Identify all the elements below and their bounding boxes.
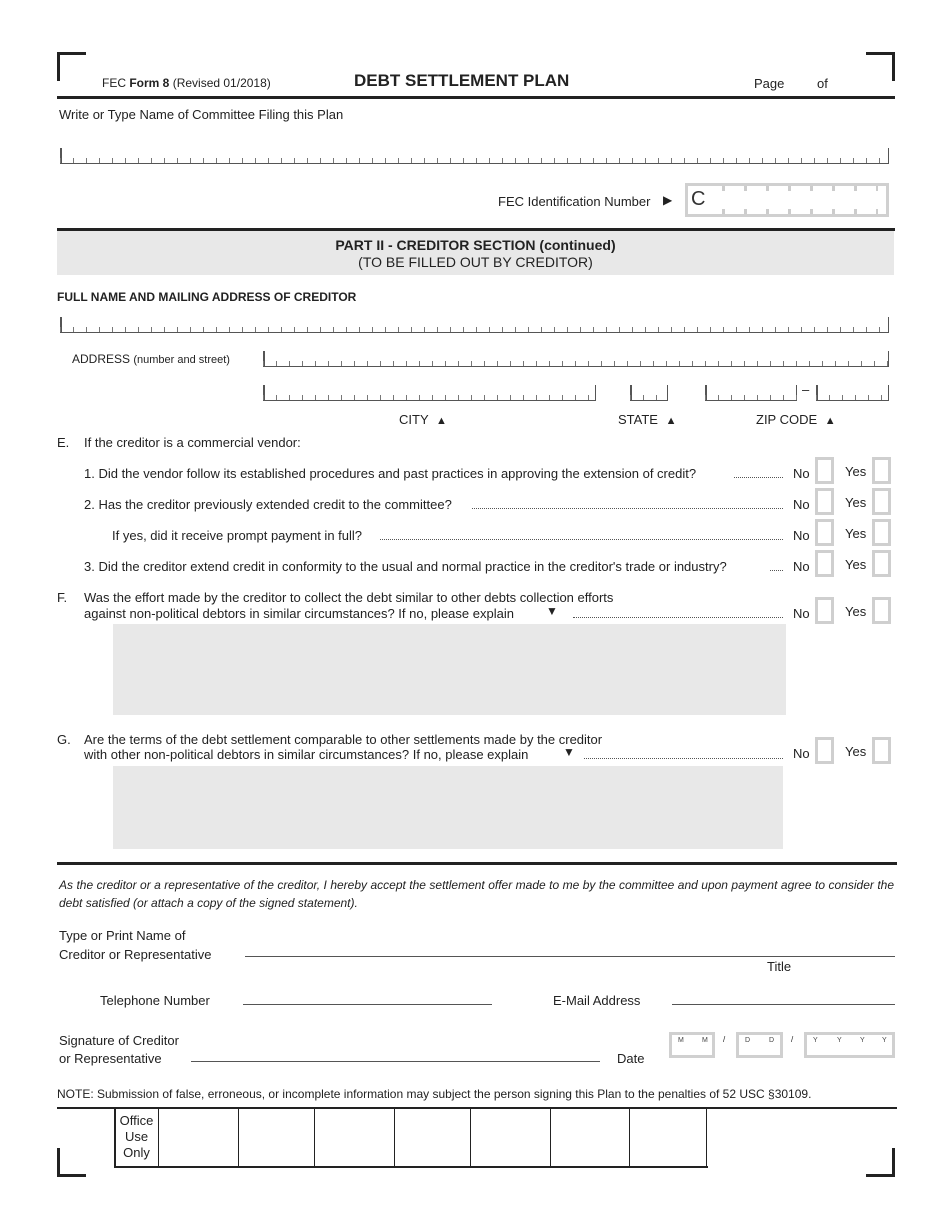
corner-mark-bottom-left: [57, 1148, 86, 1177]
office-line2: Use: [124, 1129, 149, 1144]
e3-yes-checkbox[interactable]: [872, 550, 891, 577]
office-use-cell: [238, 1108, 315, 1166]
date-label: Date: [617, 1051, 645, 1066]
penalty-note: NOTE: Submission of false, erroneous, or incomplete information may subject the person signing this Plan to the penalties of 52 USC §30109.: [57, 1087, 812, 1101]
question-g-line1: Are the terms of the debt settlement comparable to other settlements made by the creditor: [84, 732, 603, 747]
e2-no-checkbox[interactable]: [815, 488, 834, 515]
signature-label-line1: Signature of Creditor: [59, 1033, 179, 1048]
down-arrow-icon: ▼: [546, 604, 558, 618]
section-f-letter: F.: [57, 590, 68, 605]
g-explanation-textarea[interactable]: [113, 766, 783, 849]
e1-yes-label: Yes: [845, 464, 867, 479]
committee-name-label: Write or Type Name of Committee Filing this Plan: [59, 107, 344, 122]
e2-yes-checkbox[interactable]: [872, 488, 891, 515]
leader-dots: [734, 467, 783, 478]
leader-dots: [770, 560, 783, 571]
email-label: E-Mail Address: [553, 993, 641, 1008]
question-e3: 3. Did the creditor extend credit in conformity to the usual and normal practice in the creditor's trade or industry?: [84, 559, 727, 574]
month-placeholder: M: [678, 1037, 684, 1044]
question-e1: 1. Did the vendor follow its established procedures and past practices in approving the extension of credit?: [84, 466, 697, 481]
g-yes-label: Yes: [845, 744, 867, 759]
zip-input[interactable]: [705, 384, 797, 401]
question-f-line2: against non-political debtors in similar circumstances? If no, please explain: [84, 606, 514, 621]
up-arrow-icon: ▲: [665, 415, 677, 427]
state-label: STATE: [618, 412, 658, 427]
fec-id-prefix: C: [691, 188, 706, 210]
corner-mark-top-right: [866, 52, 895, 81]
signature-field[interactable]: [191, 1061, 600, 1062]
pointer-right-icon: ▶: [663, 193, 673, 207]
day-placeholder: D: [769, 1037, 775, 1044]
e2-yes-label: Yes: [845, 495, 867, 510]
up-arrow-icon: ▲: [436, 415, 447, 427]
year-placeholder: Y: [837, 1037, 842, 1044]
e2a-no-checkbox[interactable]: [815, 519, 834, 546]
e3-no-checkbox[interactable]: [815, 550, 834, 577]
fec-label: FEC: [102, 76, 126, 90]
date-month-input[interactable]: [669, 1032, 715, 1058]
fec-id-ticks: [722, 186, 878, 191]
date-year-input[interactable]: [804, 1032, 895, 1058]
phone-label: Telephone Number: [100, 993, 210, 1008]
city-label: CITY: [399, 412, 429, 427]
address-hint: (number and street): [133, 354, 230, 366]
header-rule: [57, 96, 895, 99]
address-label: [72, 352, 230, 366]
office-use-cell: [158, 1108, 239, 1166]
e3-yes-label: Yes: [845, 557, 867, 572]
creditor-name-field[interactable]: [245, 956, 895, 957]
leader-dots: [584, 748, 783, 759]
g-no-label: No: [793, 746, 810, 761]
question-f-line1: Was the effort made by the creditor to collect the debt similar to other debts collection efforts: [84, 590, 614, 605]
form-number: Form 8: [129, 76, 170, 90]
form-id: [102, 76, 271, 90]
page-label: Page: [754, 76, 785, 91]
page-title: DEBT SETTLEMENT PLAN: [354, 71, 570, 90]
section-e-intro: If the creditor is a commercial vendor:: [84, 435, 301, 450]
zip-caption: [756, 412, 836, 427]
e2a-yes-label: Yes: [845, 526, 867, 541]
address-label-text: ADDRESS: [72, 352, 131, 366]
name-label-line2: Creditor or Representative: [59, 947, 212, 962]
f-yes-checkbox[interactable]: [872, 597, 891, 624]
year-placeholder: Y: [860, 1037, 865, 1044]
of-label: of: [817, 76, 828, 91]
question-e2a: If yes, did it receive prompt payment in full?: [112, 528, 363, 543]
question-e2: 2. Has the creditor previously extended credit to the committee?: [84, 497, 452, 512]
down-arrow-icon: ▼: [563, 745, 575, 759]
email-field[interactable]: [672, 1004, 895, 1005]
leader-dots: [380, 529, 783, 540]
corner-mark-bottom-right: [866, 1148, 895, 1177]
address-input[interactable]: [263, 350, 889, 367]
fec-id-label: FEC Identification Number: [498, 194, 651, 209]
fec-id-ticks-bottom: [722, 209, 878, 214]
e2-no-label: No: [793, 497, 810, 512]
part-subtitle: (TO BE FILLED OUT BY CREDITOR): [358, 254, 593, 270]
title-label: Title: [767, 959, 792, 974]
telephone-field[interactable]: [243, 1004, 492, 1005]
creditor-heading: FULL NAME AND MAILING ADDRESS OF CREDITOR: [57, 290, 357, 304]
date-separator: /: [791, 1035, 794, 1044]
office-use-cell: [114, 1108, 159, 1166]
fec-id-input[interactable]: [685, 183, 889, 217]
city-input[interactable]: [263, 384, 596, 401]
zip-dash: –: [802, 382, 810, 397]
section-g-letter: G.: [57, 732, 71, 747]
part-title: PART II - CREDITOR SECTION (continued): [335, 237, 616, 253]
f-no-label: No: [793, 606, 810, 621]
e1-yes-checkbox[interactable]: [872, 457, 891, 484]
city-caption: [399, 412, 447, 427]
certification-rule: [57, 862, 897, 865]
certification-statement: As the creditor or a representative of the creditor, I hereby accept the settlement offer made to me by the committee and upon payment agree to consider the debt satisfied (or attach a copy of the signed statement).: [59, 878, 894, 910]
e3-no-label: No: [793, 559, 810, 574]
leader-dots: [472, 498, 783, 509]
state-input[interactable]: [630, 384, 668, 401]
corner-mark-top-left: [57, 52, 86, 81]
e2a-yes-checkbox[interactable]: [872, 519, 891, 546]
name-label-line1: Type or Print Name of: [59, 928, 186, 943]
e2a-no-label: No: [793, 528, 810, 543]
month-placeholder: M: [702, 1037, 708, 1044]
f-yes-label: Yes: [845, 604, 867, 619]
f-explanation-textarea[interactable]: [113, 624, 786, 715]
office-use-cell: [629, 1108, 707, 1166]
signature-label-line2: or Representative: [59, 1051, 162, 1066]
office-use-cell: [470, 1108, 551, 1166]
office-line3: Only: [123, 1145, 150, 1160]
e1-no-checkbox[interactable]: [815, 457, 834, 484]
year-placeholder: Y: [813, 1037, 818, 1044]
zip-label: ZIP CODE: [756, 412, 818, 427]
up-arrow-icon: ▲: [824, 415, 836, 427]
revision-date: (Revised 01/2018): [172, 76, 271, 90]
state-caption: [618, 412, 676, 427]
date-separator: /: [723, 1035, 726, 1044]
g-yes-checkbox[interactable]: [872, 737, 891, 764]
year-placeholder: Y: [882, 1037, 887, 1044]
day-placeholder: D: [745, 1037, 751, 1044]
zip-ext-input[interactable]: [816, 384, 889, 401]
creditor-name-input[interactable]: [60, 316, 889, 333]
office-use-cell: [394, 1108, 471, 1166]
e1-no-label: No: [793, 466, 810, 481]
f-no-checkbox[interactable]: [815, 597, 834, 624]
question-g-line2: with other non-political debtors in similar circumstances? If no, please explain: [84, 747, 529, 762]
committee-name-input[interactable]: [60, 147, 889, 164]
office-use-bottom-border: [114, 1166, 708, 1168]
office-use-cell: [314, 1108, 395, 1166]
leader-dots: [573, 607, 783, 618]
office-line1: Office: [119, 1113, 154, 1128]
part-heading: [57, 231, 894, 275]
office-use-cell: [550, 1108, 630, 1166]
section-e-letter: E.: [57, 435, 70, 450]
g-no-checkbox[interactable]: [815, 737, 834, 764]
date-day-input[interactable]: [736, 1032, 783, 1058]
